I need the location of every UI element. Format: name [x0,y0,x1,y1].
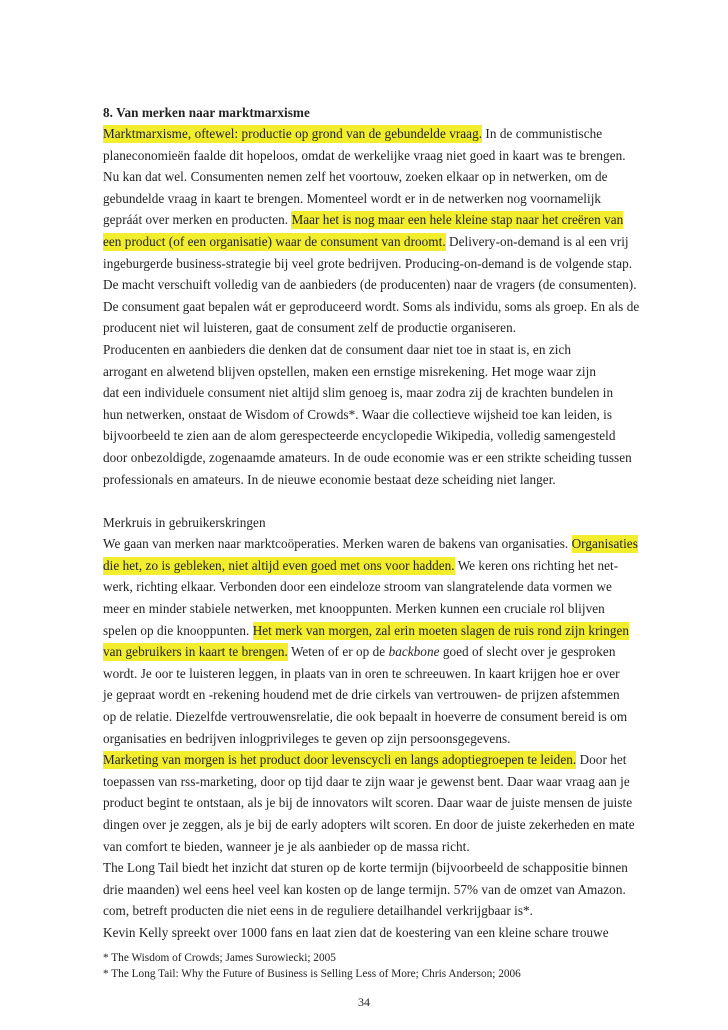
text-line [103,620,648,642]
text-line [103,209,648,231]
text-line [103,317,648,339]
text-segment: goed of slecht over je gesproken [439,644,616,660]
chapter-heading: 8. Van merken naar marktmarxisme [103,105,310,120]
text-segment: ingeburgerde business-strategie bij veel grote bedrijven. Producing-on-demand is de volgende stap. [103,255,633,271]
text-line [103,145,648,167]
text-line [103,361,648,383]
text-segment: De macht verschuift volledig van de aanbieders (de producenten) naar de vragers (de consumenten). [103,277,637,293]
text-line [103,555,648,577]
text-segment: drie maanden) wel eens heel veel kan kosten op de lange termijn. 57% van de omzet van Amazon. [103,881,626,897]
highlighted-text: Marktmarxisme, oftewel: productie op grond van de gebundelde vraag. [103,126,483,141]
text-line [103,879,648,901]
section-intro [103,123,648,490]
text-line [103,447,648,469]
text-line [103,382,648,404]
text-segment: wordt. Je oor te luisteren leggen, in plaats van in oren te schreeuwen. In kaart krijgen hoe er over [103,665,620,681]
text-segment: dingen over je zeggen, als je bij de early adopters wilt scoren. En door de juiste zekerheden en mate [103,817,635,832]
text-segment: je gepraat wordt en -rekening houdend met de drie cirkels van vertrouwen- de prijzen afstemmen [103,687,620,703]
text-line [103,641,648,663]
text-segment: planeconomieën faalde dit hopeloos, omdat de werkelijke vraag niet goed in kaart was te brengen. [103,147,626,163]
footnotes [103,950,648,982]
text-line [103,922,648,944]
text-line [103,469,648,491]
text-segment: toepassen van rss-marketing, door op tijd daar te zijn waar je gewenst bent. Daar waar vraag aan je [103,773,630,789]
text-line [103,425,648,447]
footnote-2: * The Long Tail: Why the Future of Business is Selling Less of More; Chris Anderson; 2006 [103,967,521,980]
text-segment: organisaties en bedrijven inlogprivileges te geven op zijn persoonsgegevens. [103,730,511,746]
highlighted-text: van gebruikers in kaart te brengen. [103,644,288,660]
section-merkruis [103,533,648,943]
text-line [103,684,648,706]
text-line [103,296,648,318]
text-line [103,533,648,555]
text-segment: producent niet wil luisteren, gaat de consument zelf de productie organiseren. [103,320,517,336]
text-line [103,339,648,361]
text-segment: werk, richting elkaar. Verbonden door een eindeloze stroom van slangratelende data vormen we [103,579,612,595]
text-line [103,771,648,793]
text-line [103,663,648,685]
text-segment: De consument gaat bepalen wát er geproduceerd wordt. Soms als individu, soms als groep. En als de [103,298,640,314]
text-segment: van comfort te bieden, wanneer je je als aanbieder op de massa richt. [103,838,470,854]
text-segment: professionals en amateurs. In de nieuwe economie bestaat deze scheiding niet langer. [103,471,556,487]
text-line [103,836,648,858]
text-segment: com, betreft producten die niet eens in de reguliere detailhandel verkrijgbaar is*. [103,903,534,919]
text-segment: Delivery-on-demand is al een vrij [445,233,629,249]
text-segment: product begint te ontstaan, als je bij de innovators wilt scoren. Daar waar de juiste mensen de juiste [103,795,633,811]
text-segment: Weten of er op de [287,644,389,660]
text-line [103,404,648,426]
text-line [103,166,648,188]
text-segment: bijvoorbeeld te zien aan de alom gerespecteerde encyclopedie Wikipedia, volledig samengesteld [103,428,616,444]
text-line [103,598,648,620]
text-line [103,814,648,836]
text-segment: In de communistische [482,126,603,141]
text-segment: gebundelde vraag in kaart te brengen. Momenteel wordt er in de netwerken nog voornamelijk [103,190,602,206]
text-segment: Nu kan dat wel. Consumenten nemen zelf het voortouw, zoeken elkaar op in netwerken, om de [103,169,608,185]
text-segment: Kevin Kelly spreekt over 1000 fans en laat zien dat de koestering van een kleine schare trouwe [103,924,609,940]
highlighted-text: die het, zo is gebleken, niet altijd even goed met ons voor hadden. [103,557,455,573]
text-line [103,728,648,750]
text-line [103,576,648,598]
italic-text: backbone [388,644,440,660]
text-segment: gepráát over merken en producten. [103,212,292,228]
text-segment: arrogant en alwetend blijven opstellen, maken een ernstige misrekening. Het moge waar zijn [103,363,596,379]
page-number: 34 [358,995,370,1009]
page-content [103,102,648,982]
text-line [103,231,648,253]
text-segment: We gaan van merken naar marktcoöperaties. Merken waren de bakens van organisaties. [103,536,572,552]
text-segment: Producenten en aanbieders die denken dat de consument daar niet toe in staat is, en zich [103,341,571,357]
text-line [103,900,648,922]
text-segment: meer en minder stabiele netwerken, met knooppunten. Merken kunnen een cruciale rol blijven [103,601,605,617]
text-segment: The Long Tail biedt het inzicht dat sturen op de korte termijn (bijvoorbeeld de schappositie binnen [103,860,628,876]
text-line [103,123,648,145]
text-segment: We keren ons richting het net- [454,557,619,573]
highlighted-text: Het merk van morgen, zal erin moeten slagen de ruis rond zijn kringen [252,622,630,638]
highlighted-text: Organisaties [571,536,638,552]
text-line [103,274,648,296]
highlighted-text: Marketing van morgen is het product door levenscycli en langs adoptiegroepen te leiden. [103,752,577,768]
text-line [103,792,648,814]
text-segment: spelen op die knooppunten. [103,622,253,638]
text-line [103,749,648,771]
paragraph-gap [103,490,648,512]
text-segment: dat een individuele consument niet altijd slim genoeg is, maar zodra zij de krachten bundelen in [103,385,614,401]
text-line [103,188,648,210]
highlighted-text: Maar het is nog maar een hele kleine stap naar het creëren van [291,212,624,228]
text-line [103,857,648,879]
footnote-1: * The Wisdom of Crowds; James Surowiecki; 2005 [103,951,336,964]
text-segment: door onbezoldigde, zogenaamde amateurs. In de oude economie was er een strikte scheiding tussen [103,449,632,465]
text-line [103,706,648,728]
text-segment: Door het [576,752,627,768]
highlighted-text: een product (of een organisatie) waar de consument van droomt. [103,233,446,249]
text-line [103,253,648,275]
section-subheading: Merkruis in gebruikerskringen [103,514,266,530]
text-segment: op de relatie. Diezelfde vertrouwensrelatie, die ook bepaalt in hoeverre de consument bereid is om [103,709,628,725]
text-segment: hun netwerken, onstaat de Wisdom of Crowds*. Waar die collectieve wijsheid toe kan leiden, is [103,406,613,422]
